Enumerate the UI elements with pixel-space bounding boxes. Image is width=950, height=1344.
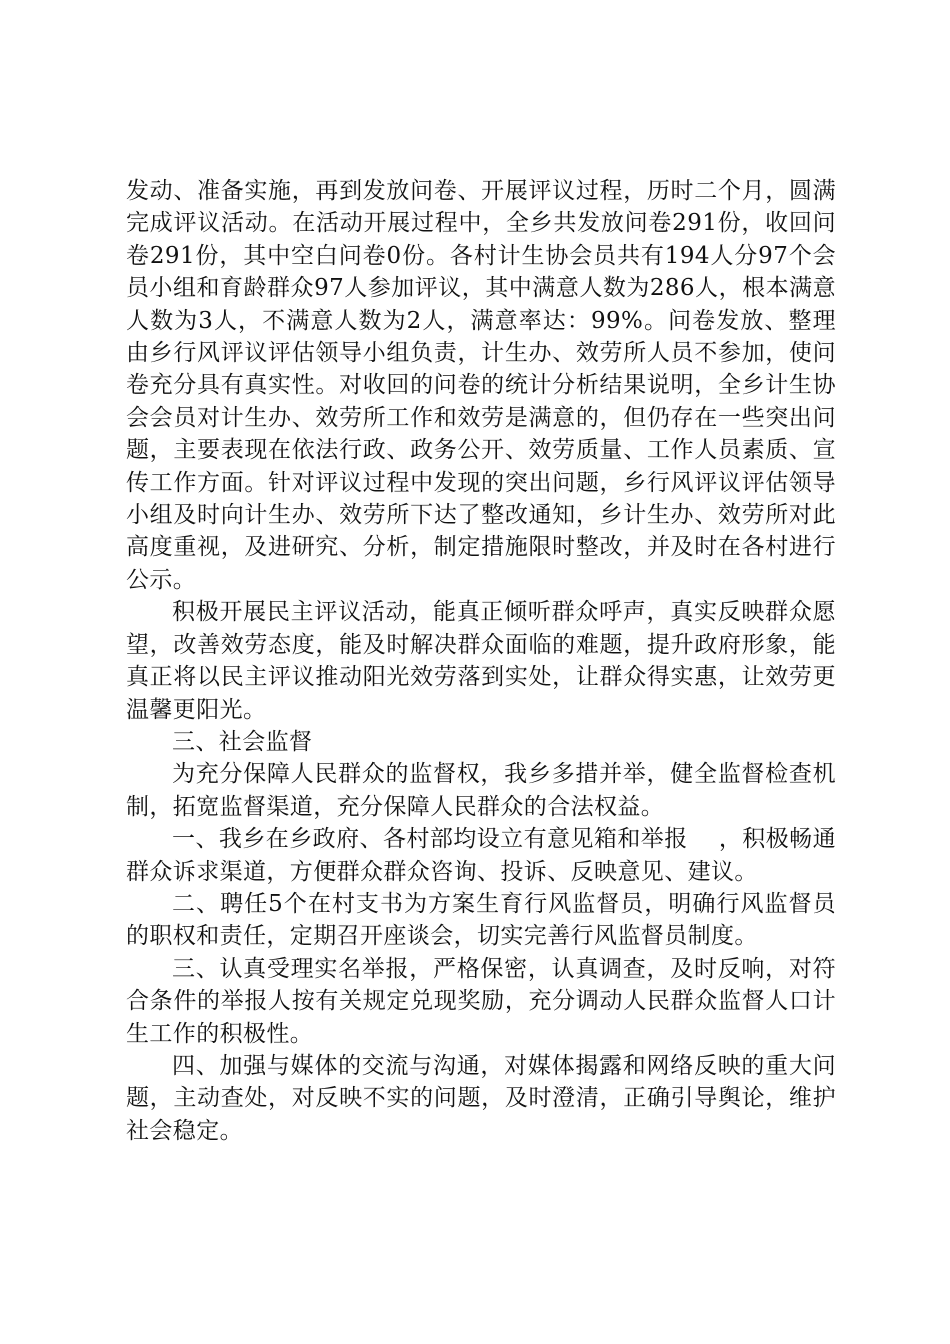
paragraph-supervision-intro: 为充分保障人民群众的监督权，我乡多措并举，健全监督检查机制，拓宽监督渠道，充分保障人民群众的合法权益。 — [126, 761, 836, 820]
paragraph-item-2: 二、聘任5个在村支书为方案生育行风监督员，明确行风监督员的职权和责任，定期召开座谈会，切实完善行风监督员制度。 — [126, 890, 836, 950]
paragraph-democratic-evaluation: 积极开展民主评议活动，能真正倾听群众呼声，真实反映群众愿望，改善效劳态度，能及时解决群众面临的难题，提升政府形象，能真正将以民主评议推动阳光效劳落到实处，让群众得实惠，让效劳更温馨更阳光。 — [126, 599, 836, 723]
paragraph-item-3: 三、认真受理实名举报，严格保密，认真调查，及时反响，对符合条件的举报人按有关规定兑现奖励，充分调动人民群众监督人口计生工作的积极性。 — [126, 955, 836, 1047]
paragraph-item-4: 四、加强与媒体的交流与沟通，对媒体揭露和网络反映的重大问题，主动查处，对反映不实的问题，及时澄清，正确引导舆论，维护社会稳定。 — [126, 1052, 836, 1144]
document-body — [126, 175, 836, 1147]
paragraph-item-1: 一、我乡在乡政府、各村部均设立有意见箱和举报 ，积极畅通群众诉求渠道，方便群众群众咨询、投诉、反映意见、建议。 — [126, 826, 836, 885]
section-heading-social-supervision: 三、社会监督 — [172, 728, 313, 755]
paragraph-evaluation-results: 发动、准备实施，再到发放问卷、开展评议过程，历时二个月，圆满完成评议活动。在活动开展过程中，全乡共发放问卷291份，收回问卷291份，其中空白问卷0份。各村计生协会员共有194人分97个会员小组和育龄群众97人参加评议，其中满意人数为286人，根本满意人数为3人，不满意人数为2人，满意率达：99%。问卷发放、整理由乡行风评议评估领导小组负责，计生办、效劳所人员不参加，使问卷充分具有真实性。对收回的问卷的统计分析结果说明，全乡计生协会会员对计生办、效劳所工作和效劳是满意的，但仍存在一些突出问题，主要表现在依法行政、政务公开、效劳质量、工作人员素质、宣传工作方面。针对评议过程中发现的突出问题，乡行风评议评估领导小组及时向计生办、效劳所下达了整改通知，乡计生办、效劳所对此高度重视，及进研究、分析，制定措施限时整改，并及时在各村进行公示。 — [126, 178, 836, 593]
